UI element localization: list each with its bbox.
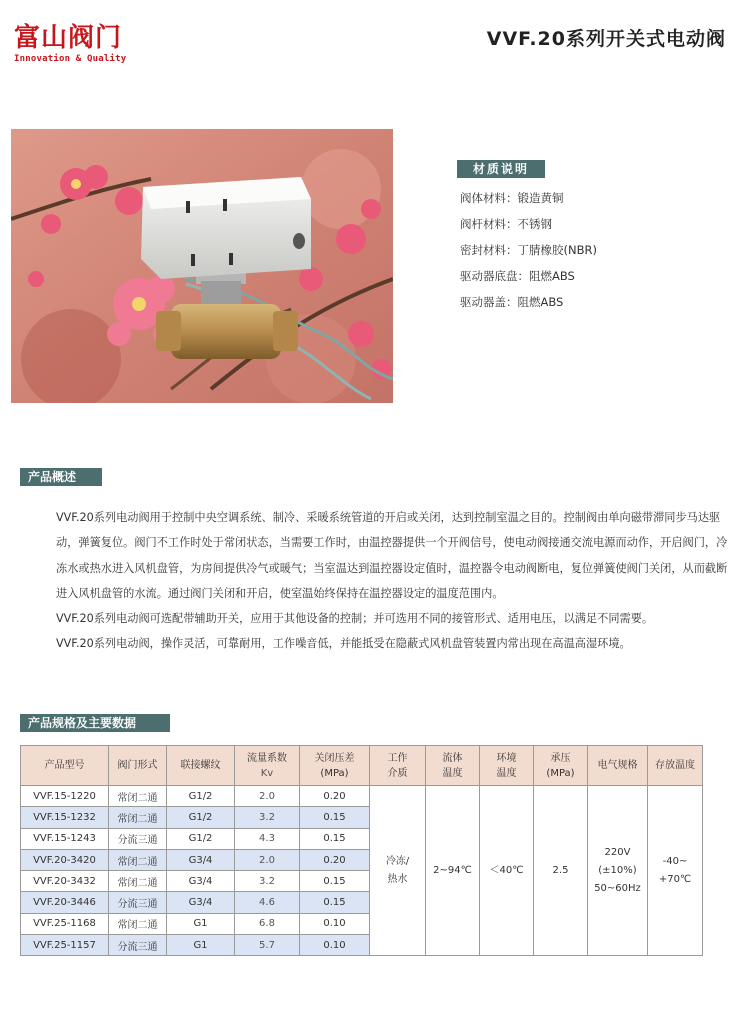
shared-electrical: 220V (±10%) 50~60Hz [588,786,648,956]
cell-form: 常闭二通 [109,913,167,934]
cell-thread: G3/4 [167,849,235,870]
cell-form: 常闭二通 [109,849,167,870]
overview-text [18,505,730,657]
col-thread: 联接螺纹 [167,746,235,786]
col-form: 阀门形式 [109,746,167,786]
col-electrical: 电气规格 [588,746,648,786]
cell-model: VVF.15-1232 [21,807,109,828]
cell-thread: G3/4 [167,871,235,892]
logo-chinese-name: 富山阀门 [14,23,123,53]
col-medium: 工作 介质 [370,746,426,786]
cell-kv: 3.2 [235,807,300,828]
cell-close-pressure: 0.10 [300,913,370,934]
cell-model: VVF.20-3432 [21,871,109,892]
shared-env-temp: ＜40℃ [480,786,534,956]
cell-close-pressure: 0.10 [300,935,370,956]
col-close-pressure: 关闭压差 (MPa) [300,746,370,786]
cell-close-pressure: 0.15 [300,871,370,892]
cell-model: VVF.25-1168 [21,913,109,934]
cell-thread: G1 [167,913,235,934]
col-model: 产品型号 [21,746,109,786]
material-item: 驱动器底盘：阻燃ABS [460,269,575,283]
product-photo [11,129,393,403]
col-env-temp: 环境 温度 [480,746,534,786]
overview-paragraph: VVF.20系列电动阀可选配带辅助开关，应用于其他设备的控制；并可选用不同的接管形式、适用电压，以满足不同需要。 [56,612,654,626]
shared-fluid-temp: 2~94℃ [426,786,480,956]
cell-form: 分流三通 [109,935,167,956]
shared-pressure: 2.5 [534,786,588,956]
cell-close-pressure: 0.20 [300,786,370,807]
overview-heading: 产品概述 [20,468,102,486]
material-item: 密封材料：丁腈橡胶(NBR) [460,243,597,257]
cell-kv: 4.3 [235,828,300,849]
material-item: 驱动器盖：阻燃ABS [460,295,564,309]
cell-model: VVF.25-1157 [21,935,109,956]
cell-model: VVF.20-3420 [21,849,109,870]
cell-thread: G1/2 [167,786,235,807]
table-row [21,786,703,807]
cell-close-pressure: 0.15 [300,892,370,913]
cell-thread: G1/2 [167,807,235,828]
shared-storage-temp: -40~ +70℃ [648,786,703,956]
cell-kv: 2.0 [235,849,300,870]
cell-kv: 4.6 [235,892,300,913]
cell-form: 常闭二通 [109,807,167,828]
cell-kv: 3.2 [235,871,300,892]
specs-heading: 产品规格及主要数据 [20,714,170,732]
cell-form: 常闭二通 [109,786,167,807]
cell-kv: 5.7 [235,935,300,956]
cell-model: VVF.15-1243 [21,828,109,849]
logo-tagline: Innovation & Quality [14,54,127,64]
overview-paragraph: VVF.20系列电动阀用于控制中央空调系统、制冷、采暖系统管道的开启或关闭，达到控制室温之目的。控制阀由单向磁带滞同步马达驱动，弹簧复位。阀门不工作时处于常闭状态，当需要工作时，由温控器提供一个开阀信号，使电动阀接通交流电源而动作，开启阀门，冷冻水或热水进入风机盘管，为房间提供冷气或暖气；当室温达到温控器设定值时，温控器令电动阀断电，复位弹簧使阀门关闭，从而截断进入风机盘管的水流。通过阀门关闭和开启，使室温始终保持在温控器设定的温度范围内。 [56,511,728,600]
col-fluid-temp: 流体 温度 [426,746,480,786]
cell-form: 分流三通 [109,828,167,849]
cell-thread: G1 [167,935,235,956]
materials-heading: 材质说明 [457,160,545,178]
col-storage-temp: 存放温度 [648,746,703,786]
cell-model: VVF.15-1220 [21,786,109,807]
materials-list [460,188,597,318]
col-kv: 流量系数 Kv [235,746,300,786]
cell-thread: G1/2 [167,828,235,849]
cell-close-pressure: 0.20 [300,849,370,870]
cell-form: 常闭二通 [109,871,167,892]
cell-thread: G3/4 [167,892,235,913]
cell-kv: 2.0 [235,786,300,807]
col-pressure: 承压 (MPa) [534,746,588,786]
table-header-row [21,746,703,786]
brand-logo [14,24,126,64]
material-item: 阀体材料：锻造黄铜 [460,191,564,205]
overview-paragraph: VVF.20系列电动阀，操作灵活，可靠耐用，工作噪音低，并能抵受在隐蔽式风机盘管装置内常出现在高温高湿环境。 [56,637,631,651]
document-title: VVF.20系列开关式电动阀 [486,28,726,50]
cell-model: VVF.20-3446 [21,892,109,913]
shared-medium: 冷冻/ 热水 [370,786,426,956]
cell-close-pressure: 0.15 [300,807,370,828]
cell-form: 分流三通 [109,892,167,913]
cell-close-pressure: 0.15 [300,828,370,849]
cell-kv: 6.8 [235,913,300,934]
specs-table [20,745,703,956]
material-item: 阀杆材料：不锈钢 [460,217,552,231]
